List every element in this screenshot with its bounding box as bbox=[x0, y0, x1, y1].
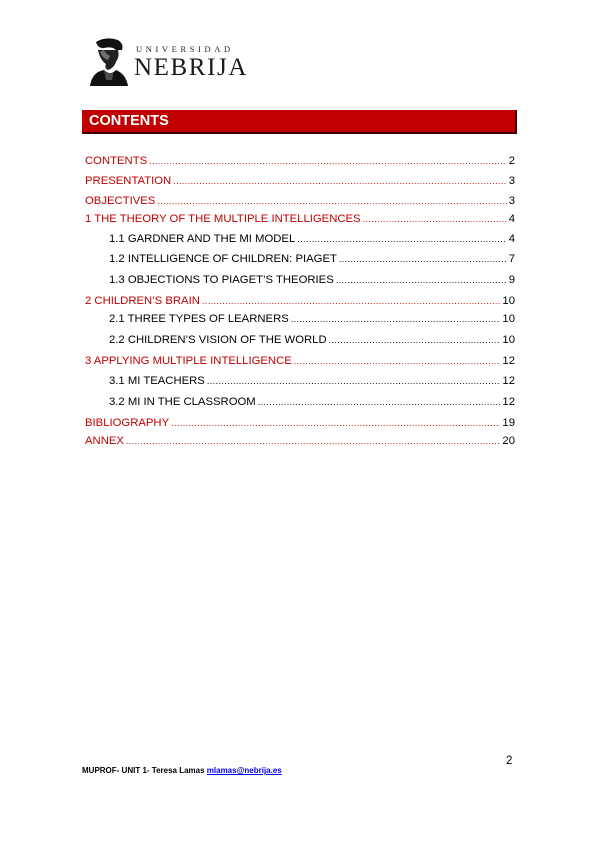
dot-leader bbox=[171, 416, 500, 430]
toc-entry-title: 3.1 MI TEACHERS bbox=[109, 375, 205, 387]
page-number: 2 bbox=[506, 755, 513, 767]
toc-entry[interactable] bbox=[85, 312, 515, 326]
toc-entry[interactable] bbox=[85, 194, 515, 208]
toc-entry[interactable] bbox=[85, 232, 515, 246]
toc-entry-title: 1.3 OBJECTIONS TO PIAGET’S THEORIES bbox=[109, 274, 334, 286]
toc-entry[interactable] bbox=[85, 354, 515, 368]
dot-leader bbox=[149, 154, 507, 168]
dot-leader bbox=[297, 232, 506, 246]
toc-entry[interactable] bbox=[85, 154, 515, 168]
toc-entry-title: PRESENTATION bbox=[85, 175, 172, 187]
dot-leader bbox=[294, 354, 501, 368]
toc-entry-title: 2.1 THREE TYPES OF LEARNERS bbox=[109, 313, 289, 325]
dot-leader bbox=[339, 252, 507, 266]
logo-top-text: UNIVERSIDAD bbox=[136, 44, 234, 54]
toc-entry-page: 19 bbox=[502, 417, 515, 429]
toc-entry[interactable] bbox=[85, 294, 515, 308]
toc-entry-page: 4 bbox=[508, 233, 515, 245]
toc-entry-page: 20 bbox=[502, 435, 515, 447]
toc-entry-title: CONTENTS bbox=[85, 155, 148, 167]
toc-entry-page: 12 bbox=[502, 396, 515, 408]
toc-entry-title: 2 CHILDREN’S BRAIN bbox=[85, 295, 200, 307]
toc-entry[interactable] bbox=[85, 395, 515, 409]
toc-entry[interactable] bbox=[85, 374, 515, 388]
toc-entry-title: BIBLIOGRAPHY bbox=[85, 417, 170, 429]
dot-leader bbox=[157, 194, 506, 208]
dot-leader bbox=[363, 212, 507, 226]
toc-entry-title: 1 THE THEORY OF THE MULTIPLE INTELLIGENCES bbox=[85, 213, 361, 225]
toc-entry-page: 2 bbox=[508, 155, 515, 167]
toc-entry[interactable] bbox=[85, 174, 515, 188]
dot-leader bbox=[207, 374, 501, 388]
dot-leader bbox=[336, 273, 507, 287]
toc-entry-page: 4 bbox=[508, 213, 515, 225]
toc-entry-page: 10 bbox=[502, 313, 515, 325]
toc-entry[interactable] bbox=[85, 333, 515, 347]
toc-entry-page: 10 bbox=[502, 295, 515, 307]
dot-leader bbox=[126, 434, 501, 448]
footer-text: MUPROF- UNIT 1- Teresa Lamas bbox=[82, 766, 207, 775]
dot-leader bbox=[258, 395, 501, 409]
toc-entry-page: 3 bbox=[508, 195, 515, 207]
toc-entry-page: 7 bbox=[508, 253, 515, 265]
dot-leader bbox=[173, 174, 507, 188]
university-logo bbox=[86, 36, 256, 88]
toc-entry-page: 10 bbox=[502, 334, 515, 346]
toc-entry-title: 1.1 GARDNER AND THE MI MODEL bbox=[109, 233, 296, 245]
dot-leader bbox=[291, 312, 501, 326]
toc-entry-title: 3.2 MI IN THE CLASSROOM bbox=[109, 396, 256, 408]
toc-entry-page: 12 bbox=[502, 355, 515, 367]
dot-leader bbox=[202, 294, 501, 308]
footer-email-link[interactable]: mlamas@nebrija.es bbox=[206, 766, 282, 775]
portrait-emblem-icon bbox=[86, 36, 128, 86]
toc-entry-title: OBJECTIVES bbox=[85, 195, 156, 207]
toc-entry-page: 12 bbox=[502, 375, 515, 387]
dot-leader bbox=[329, 333, 501, 347]
toc-entry-title: ANNEX bbox=[85, 435, 124, 447]
toc-entry-title: 1.2 INTELLIGENCE OF CHILDREN: PIAGET bbox=[109, 253, 337, 265]
toc-entry[interactable] bbox=[85, 434, 515, 448]
toc-entry[interactable] bbox=[85, 212, 515, 226]
toc-entry[interactable] bbox=[85, 273, 515, 287]
toc-entry-page: 9 bbox=[508, 274, 515, 286]
toc-entry-title: 2.2 CHILDREN’S VISION OF THE WORLD bbox=[109, 334, 327, 346]
section-title: CONTENTS bbox=[89, 113, 169, 129]
logo-main-text: NEBRIJA bbox=[134, 54, 248, 81]
section-title-bar bbox=[82, 110, 517, 134]
footer bbox=[82, 766, 282, 775]
toc-entry-page: 3 bbox=[508, 175, 515, 187]
toc-entry[interactable] bbox=[85, 252, 515, 266]
toc-entry[interactable] bbox=[85, 416, 515, 430]
toc-entry-title: 3 APPLYING MULTIPLE INTELLIGENCE bbox=[85, 355, 292, 367]
